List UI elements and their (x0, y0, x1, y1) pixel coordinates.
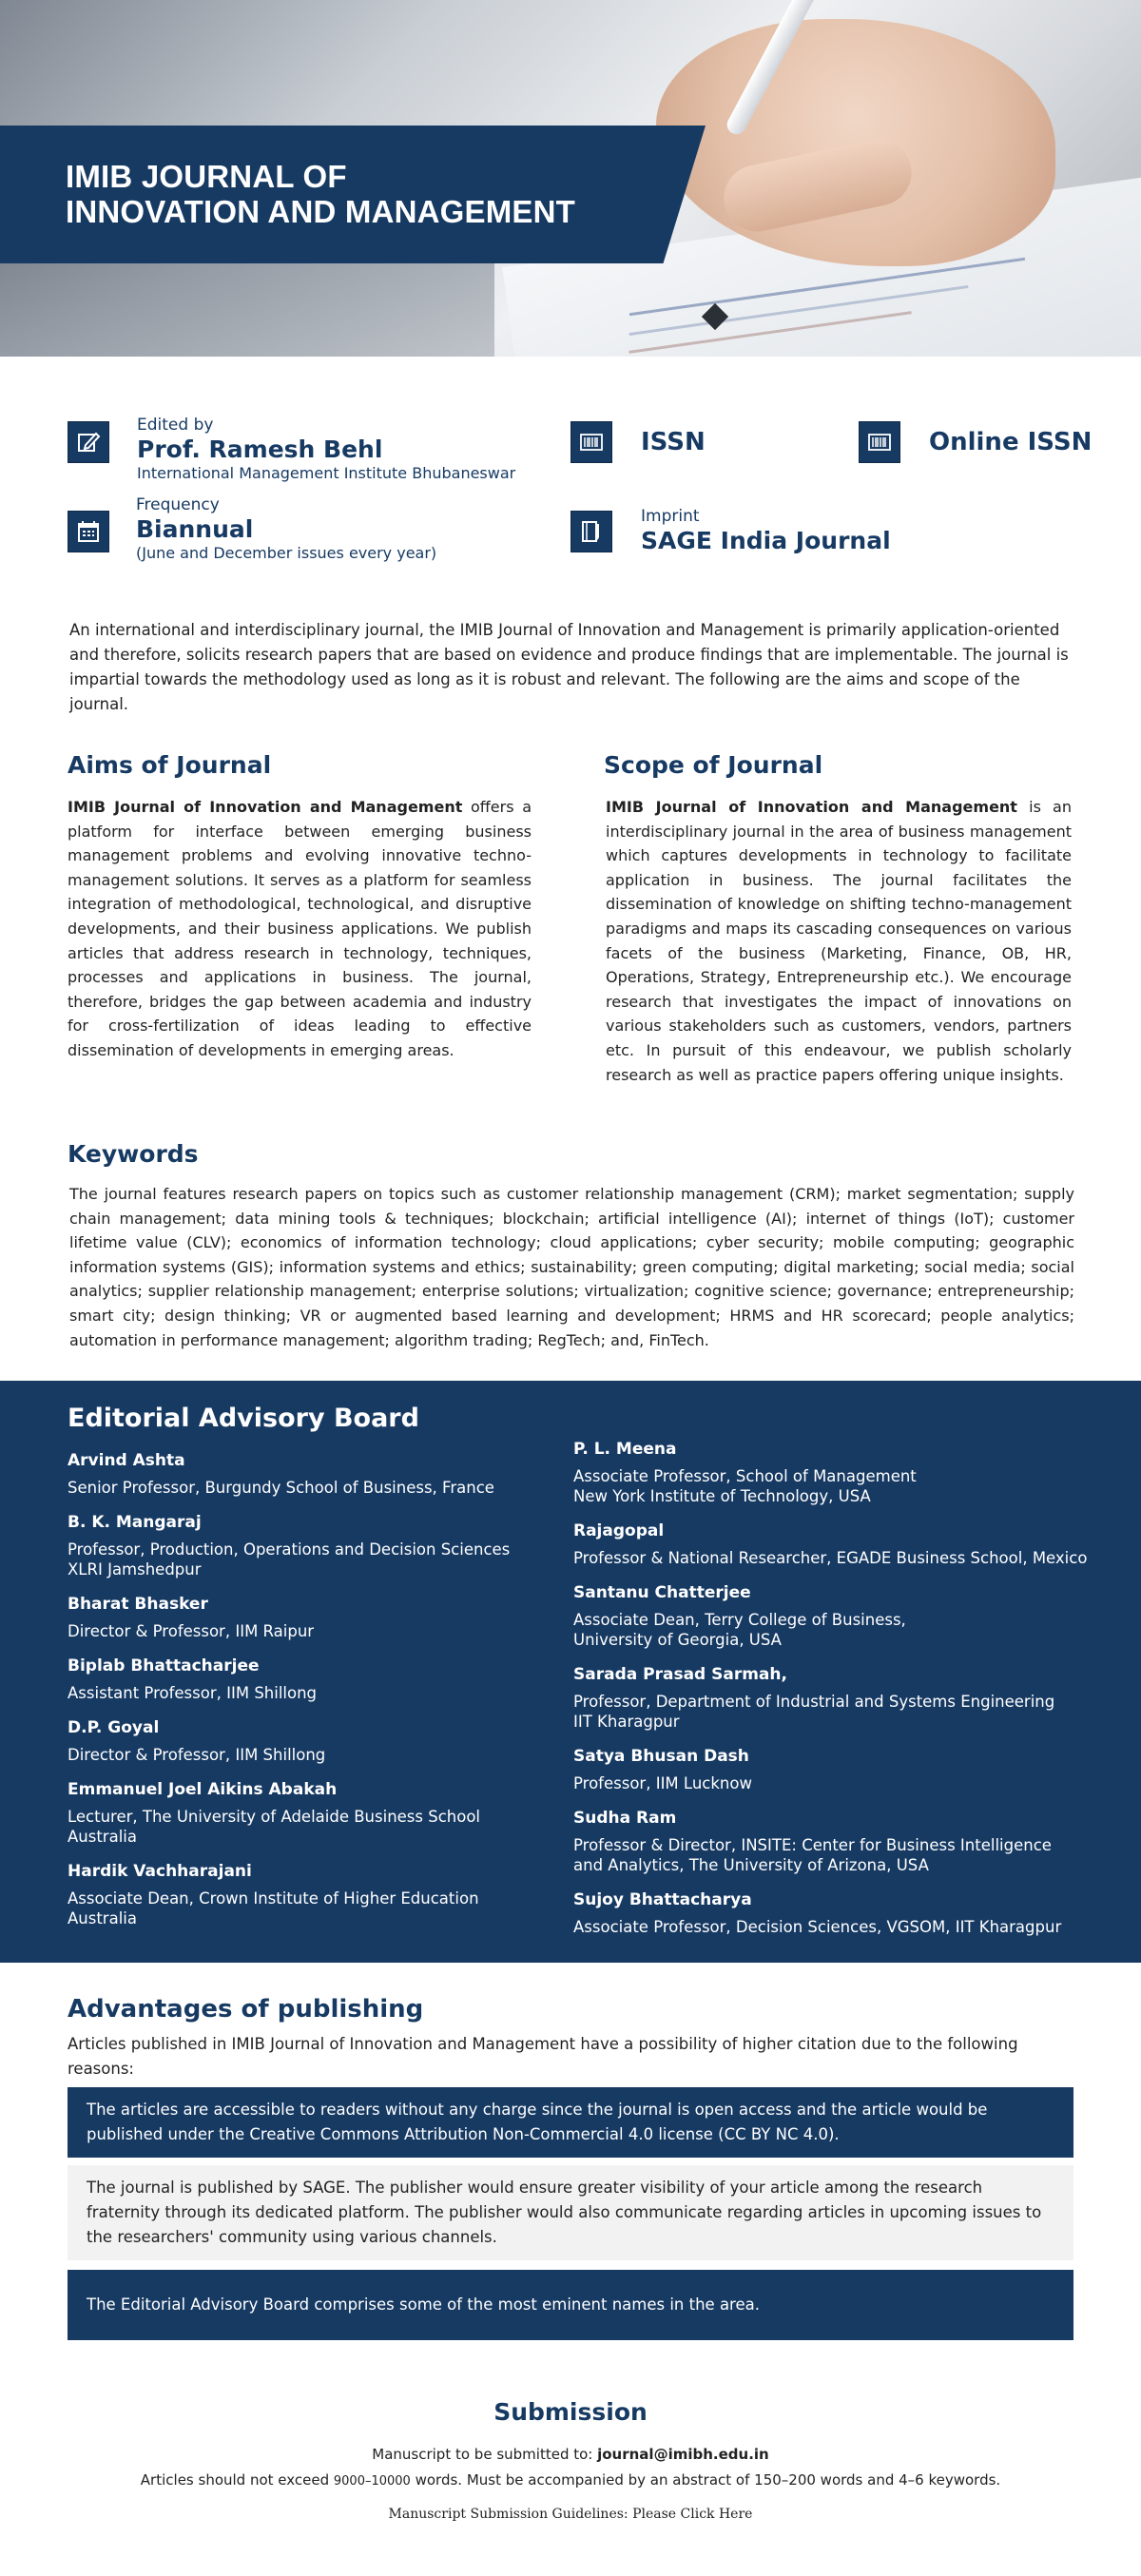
advantage-item (68, 2270, 1073, 2340)
board-member-role-line: Professor & Director, INSITE: Center for Business Intelligence (573, 1836, 1052, 1854)
board-member-name: Hardik Vachharajani (68, 1862, 252, 1881)
frequency-note: (June and December issues every year) (136, 544, 437, 562)
board-member-role (68, 1745, 562, 1765)
board-member-role (573, 1917, 1134, 1937)
board-member-name: Sudha Ram (573, 1809, 677, 1828)
board-member-name: D.P. Goyal (68, 1718, 160, 1737)
submission-length-line (0, 2471, 1141, 2489)
advantage-text: The Editorial Advisory Board comprises some of the most eminent names in the area. (87, 2295, 760, 2314)
board-member-name: P. L. Meena (573, 1440, 677, 1459)
submission-length-prefix: Articles should not exceed (140, 2471, 334, 2489)
aims-body: offers a platform for interface between emerging business management problems and evolving innovative techno-management solutions. It serves as a platform for seamless integration of methodological, technological, and disruptive developments, and their business applications. We publish articles that address research in technology, techniques, processes and applications in business. The journal, therefore, bridges the gap between academia and industry for cross-fertilization of ideas leading to effective dissemination of developments in emerging areas. (68, 798, 532, 1059)
notebook-icon (570, 511, 612, 552)
editor-affiliation: International Management Institute Bhubaneswar (137, 464, 516, 482)
submission-guidelines-line (0, 2505, 1141, 2522)
board-member (573, 1438, 1134, 1506)
submission-length-suffix: words. Must be accompanied by an abstract of 150–200 words and 4–6 keywords. (410, 2471, 1001, 2489)
barcode-icon (570, 421, 612, 463)
editorial-right-column (573, 1438, 1134, 1950)
aims-heading: Aims of Journal (68, 751, 272, 779)
board-member-role (68, 1807, 562, 1847)
board-member-role-line: XLRI Jamshedpur (68, 1560, 202, 1579)
board-member-name: Emmanuel Joel Aikins Abakah (68, 1780, 338, 1799)
board-member-role-line: Professor, Production, Operations and Decision Sciences (68, 1540, 511, 1559)
board-member (68, 1593, 562, 1641)
board-member-role-line: Associate Professor, Decision Sciences, VGSOM, IIT Kharagpur (573, 1918, 1062, 1936)
editorial-heading: Editorial Advisory Board (68, 1404, 419, 1433)
journal-intro: An international and interdisciplinary journal, the IMIB Journal of Innovation and Management is primarily application-oriented and therefore, solicits research papers that are based on evidence and produce findings that are implementable. The journal is impartial towards the methodology used as long as it is robust and relevant. The following are the aims and scope of the journal. (69, 621, 1069, 713)
advantage-item (68, 2165, 1073, 2260)
board-member-role-line: and Analytics, The University of Arizona, USA (573, 1856, 929, 1874)
keywords-heading: Keywords (68, 1140, 199, 1168)
board-member-role (68, 1888, 562, 1928)
board-member-name: B. K. Mangaraj (68, 1513, 202, 1532)
editor-label: Edited by (137, 416, 214, 435)
board-member-name: Santanu Chatterjee (573, 1583, 751, 1602)
journal-meta (0, 357, 1141, 590)
scope-lead: IMIB Journal of Innovation and Management (606, 798, 1017, 816)
board-member-role (573, 1692, 1134, 1732)
board-member-role-line: Associate Dean, Terry College of Business, (573, 1611, 906, 1629)
board-member-role (573, 1773, 1134, 1793)
board-member-role-line: Professor & National Researcher, EGADE Business School, Mexico (573, 1549, 1088, 1567)
barcode-icon (859, 421, 900, 463)
hero-banner (0, 0, 1141, 357)
edit-icon (68, 421, 109, 463)
board-member-role-line: Director & Professor, IIM Raipur (68, 1622, 315, 1640)
board-member-role-line: Professor, Department of Industrial and Systems Engineering (573, 1693, 1055, 1711)
board-member (68, 1778, 562, 1847)
board-member-role (573, 1466, 1134, 1506)
online-issn-label: Online ISSN (929, 428, 1093, 456)
submission-email-line (0, 2446, 1141, 2463)
board-member-role-line: Australia (68, 1828, 137, 1846)
board-member (573, 1663, 1134, 1732)
submission-email[interactable]: journal@imibh.edu.in (597, 2446, 769, 2463)
editor-name: Prof. Ramesh Behl (137, 436, 383, 463)
board-member (68, 1860, 562, 1928)
editorial-board (0, 1381, 1141, 1963)
meta-issn (570, 421, 706, 463)
board-member (68, 1716, 562, 1765)
meta-editor (68, 416, 516, 483)
submission-email-prefix: Manuscript to be submitted to: (372, 2446, 598, 2463)
board-member-role-line: Director & Professor, IIM Shillong (68, 1746, 326, 1764)
advantage-text: The journal is published by SAGE. The publisher would ensure greater visibility of your article among the research fraternity through its dedicated platform. The publisher would also communicate regarding articles in upcoming issues to the researchers' community using various channels. (87, 2179, 1042, 2246)
board-member-role-line: Senior Professor, Burgundy School of Business, France (68, 1479, 494, 1497)
board-member (573, 1520, 1134, 1568)
board-member-role (573, 1610, 1134, 1650)
keywords-text: The journal features research papers on topics such as customer relationship management (CRM); market segmentation; supply chain management; data mining tools & techniques; blockchain; artificial intelligence (AI); internet of things (IoT); customer lifetime value (CLV); economics of information technology; cloud applications; cyber security; mobile computing; geographic information systems (GIS); information systems and ethics; sustainability; green computing; digital marketing; social media; social analytics; supplier relationship management; enterprise solutions; virtualization; cognitive science; governance; entrepreneurship; smart city; design thinking; VR or augmented based learning and development; HRMS and HR scorecard; people analytics; automation in performance management; algorithm trading; RegTech; and, FinTech. (69, 1185, 1074, 1349)
board-member (68, 1449, 562, 1498)
advantage-item (68, 2087, 1073, 2158)
advantages-heading: Advantages of publishing (68, 1995, 424, 2024)
issn-label: ISSN (641, 428, 706, 456)
board-member-role-line: Assistant Professor, IIM Shillong (68, 1684, 318, 1702)
board-member (573, 1581, 1134, 1650)
board-member-name: Rajagopal (573, 1521, 665, 1540)
imprint-label: Imprint (641, 507, 700, 526)
meta-imprint (570, 507, 891, 555)
scope-text (606, 795, 1072, 1087)
board-member-name: Bharat Bhasker (68, 1595, 208, 1614)
meta-online-issn (859, 421, 1092, 463)
board-member-role-line: Australia (68, 1909, 137, 1927)
board-member (573, 1888, 1134, 1937)
imprint-value: SAGE India Journal (641, 527, 891, 554)
meta-frequency (68, 495, 437, 563)
aims-text (68, 795, 532, 1063)
submission-heading: Submission (493, 2398, 648, 2426)
editorial-left-column (68, 1449, 562, 1942)
board-member-role-line: IIT Kharagpur (573, 1713, 680, 1731)
journal-title-line1: IMIB JOURNAL OF (66, 159, 347, 194)
board-member-role (68, 1540, 562, 1579)
board-member-name: Arvind Ashta (68, 1451, 185, 1470)
journal-title (66, 159, 575, 229)
board-member-role-line: University of Georgia, USA (573, 1631, 782, 1649)
board-member-role-line: Lecturer, The University of Adelaide Business School (68, 1808, 481, 1826)
board-member-role (573, 1835, 1134, 1875)
board-member (68, 1655, 562, 1703)
scope-body: is an interdisciplinary journal in the area of business management which captures developments in technology to facilitate application in business. The journal facilitates the dissemination of knowledge on shifting techno-management paradigms and maps its cascading consequences on various facets of the business (Marketing, Finance, OB, HR, Operations, Strategy, Entrepreneurship etc.). We encourage research that investigates the impact of innovations on various stakeholders such as customers, vendors, partners etc. In pursuit of this endeavour, we publish scholarly research as well as practice papers offering unique insights. (606, 798, 1073, 1084)
board-member-role-line: Associate Professor, School of Management (573, 1467, 917, 1485)
scope-heading: Scope of Journal (604, 751, 823, 779)
board-member-role-line: New York Institute of Technology, USA (573, 1487, 871, 1505)
board-member (68, 1511, 562, 1579)
board-member-name: Satya Bhusan Dash (573, 1747, 749, 1766)
board-member-name: Biplab Bhattacharjee (68, 1656, 260, 1675)
calendar-icon (68, 511, 109, 552)
journal-title-line2: INNOVATION AND MANAGEMENT (66, 194, 576, 229)
advantages-intro: Articles published in IMIB Journal of Innovation and Management have a possibility of higher citation due to the following reasons: (68, 2035, 1018, 2078)
advantage-text: The articles are accessible to readers without any charge since the journal is open access and the article would be published under the Creative Commons Attribution Non-Commercial 4.0 license (CC BY NC 4.0). (87, 2101, 988, 2143)
board-member-name: Sarada Prasad Sarmah, (573, 1665, 787, 1684)
board-member-role (68, 1478, 562, 1498)
board-member-role-line: Associate Dean, Crown Institute of Higher Education (68, 1889, 479, 1908)
submission-guidelines-link[interactable]: Manuscript Submission Guidelines: Please Click Here (388, 2507, 753, 2522)
board-member-role (573, 1548, 1134, 1568)
submission-word-limit: 9000–10000 (333, 2474, 411, 2489)
board-member-name: Sujoy Bhattacharya (573, 1890, 752, 1909)
board-member-role (68, 1683, 562, 1703)
board-member (573, 1807, 1134, 1875)
board-member (573, 1745, 1134, 1793)
frequency-label: Frequency (136, 495, 220, 514)
board-member-role (68, 1621, 562, 1641)
frequency-value: Biannual (136, 515, 254, 543)
board-member-role-line: Professor, IIM Lucknow (573, 1774, 752, 1792)
aims-lead: IMIB Journal of Innovation and Management (68, 798, 463, 816)
